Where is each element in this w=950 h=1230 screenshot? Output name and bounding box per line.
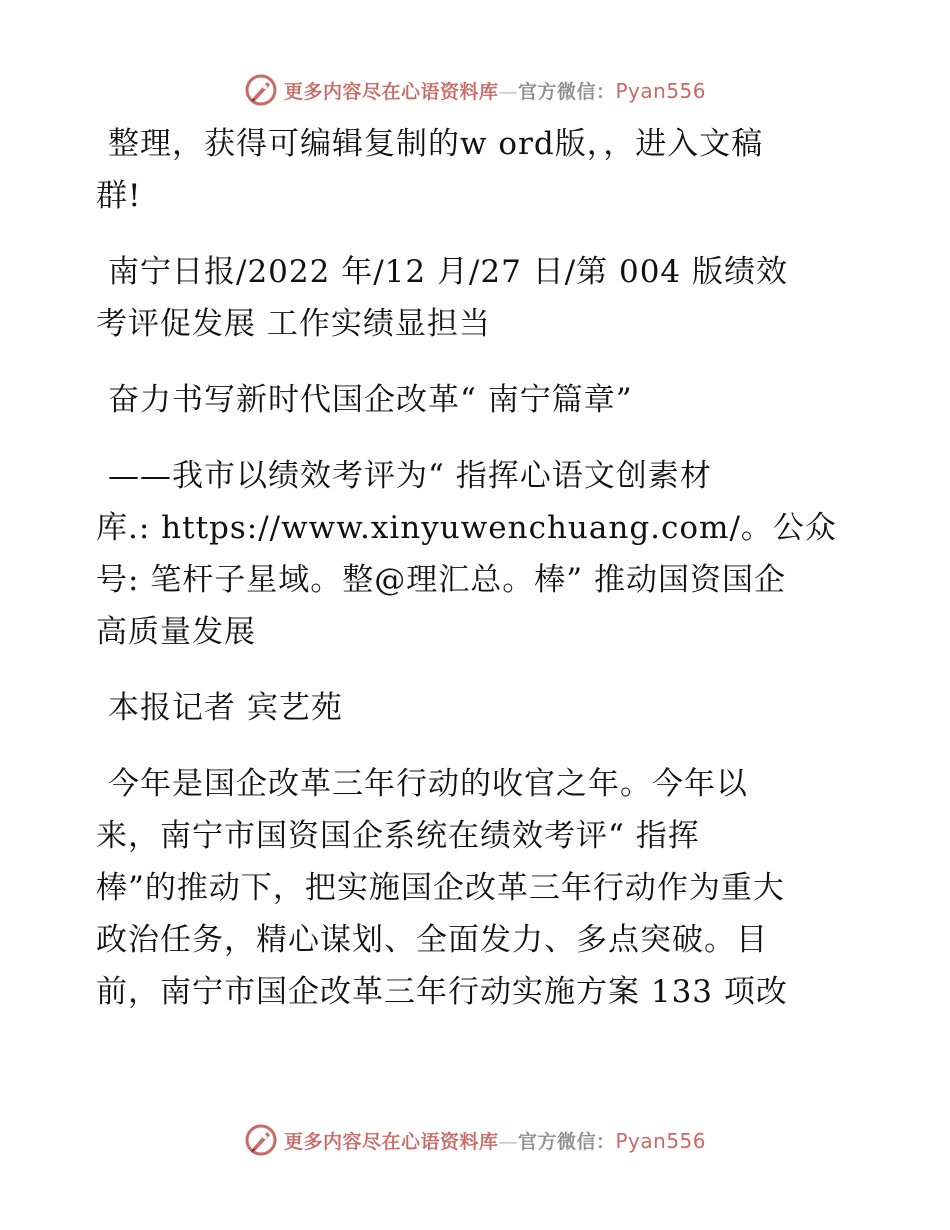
- text-line: 前，南宁市国企改革三年行动实施方案 133 项改: [96, 974, 788, 1010]
- text-line: 库.: https://www.xinyuwenchuang.com/。公众: [96, 510, 837, 546]
- banner-wechat-handle: Pyan556: [615, 1128, 707, 1153]
- text-line: 群!: [96, 178, 142, 214]
- text-line: 本报记者 宾艺苑: [108, 690, 343, 726]
- pen-logo-icon: [244, 1123, 278, 1157]
- banner-site-name: 更多内容尽在心语资料库: [283, 1130, 499, 1153]
- paragraph-body: [96, 758, 856, 1018]
- banner-dash: —: [498, 1130, 518, 1153]
- paragraph-headline: [96, 374, 856, 426]
- text-line: 棒”的推动下，把实施国企改革三年行动作为重大: [96, 870, 785, 906]
- text-line: 政治任务，精心谋划、全面发力、多点突破。目: [96, 922, 768, 958]
- pen-logo-icon: [244, 73, 278, 107]
- text-line: 奋力书写新时代国企改革“ 南宁篇章”: [108, 382, 633, 418]
- paragraph-source: [96, 246, 856, 350]
- banner-official-label: 官方微信：: [517, 1130, 616, 1153]
- text-line: 整理，获得可编辑复制的w ord版，，进入文稿: [108, 126, 764, 162]
- banner-site-name: 更多内容尽在心语资料库: [283, 80, 499, 103]
- banner-dash: —: [498, 80, 518, 103]
- text-line: 今年是国企改革三年行动的收官之年。今年以: [108, 766, 748, 802]
- paragraph-byline: [96, 682, 856, 734]
- header-banner: [0, 70, 950, 110]
- text-line: 南宁日报/2022 年/12 月/27 日/第 004 版绩效: [108, 254, 789, 290]
- text-line: ——我市以绩效考评为“ 指挥心语文创素材: [108, 458, 712, 494]
- banner-wechat-handle: Pyan556: [615, 78, 707, 103]
- text-line: 号: 笔杆子星域。整@理汇总。棒” 推动国资国企: [96, 562, 786, 598]
- paragraph-subheadline: [96, 450, 856, 658]
- footer-banner: [0, 1120, 950, 1160]
- header-banner-text: [284, 77, 706, 104]
- text-line: 来，南宁市国资国企系统在绩效考评“ 指挥: [96, 818, 700, 854]
- document-body: [96, 118, 856, 1042]
- text-line: 高质量发展: [96, 614, 256, 650]
- text-line: 考评促发展 工作实绩显担当: [96, 306, 491, 342]
- paragraph-intro: [96, 118, 856, 222]
- footer-banner-text: [284, 1127, 706, 1154]
- banner-official-label: 官方微信：: [517, 80, 616, 103]
